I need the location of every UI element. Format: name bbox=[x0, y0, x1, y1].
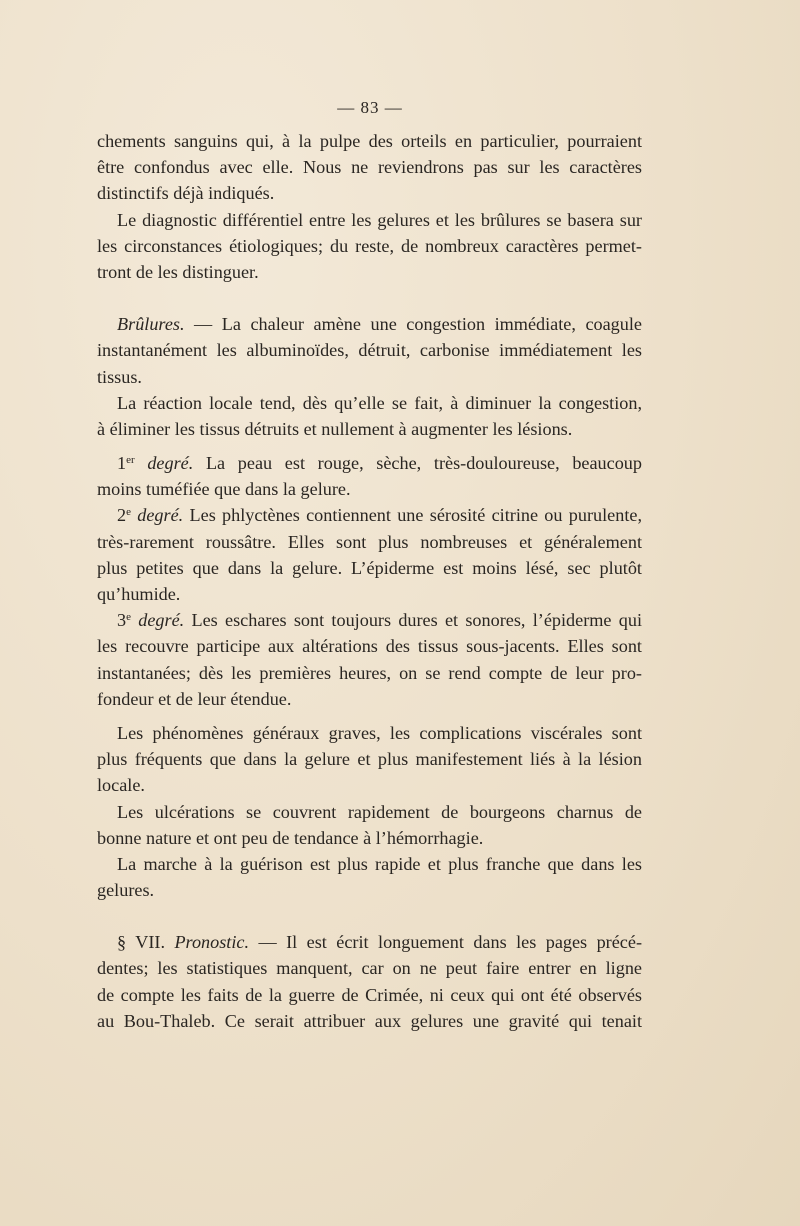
text-line: gelures. bbox=[97, 880, 155, 901]
text-line: tront de les distinguer. bbox=[97, 261, 259, 282]
text-line: les recouvre participe aux altérations des tissus sous-jacents. Elles sont bbox=[97, 636, 642, 657]
degree-line-1 bbox=[97, 450, 642, 476]
text-line: plus fréquents que dans la gelure et plus manifestement liés à la lésion bbox=[97, 749, 642, 770]
paragraph-gap bbox=[97, 442, 642, 450]
text-line: La réaction locale tend, dès qu’elle se fait, à diminuer la congestion, bbox=[117, 392, 642, 413]
text-line: chements sanguins qui, à la pulpe des orteils en particulier, pourraient bbox=[97, 131, 642, 151]
paragraph-gap bbox=[97, 285, 642, 311]
text-line: très-rarement roussâtre. Elles sont plus nombreuses et généralement bbox=[97, 531, 642, 552]
text-line: à éliminer les tissus détruits et nullement à augmenter les lésions. bbox=[97, 418, 573, 439]
text-line: instantanément les albuminoïdes, détruit, carbonise immédiatement les bbox=[97, 340, 642, 361]
degree-line-3 bbox=[97, 607, 642, 633]
text-line: instantanées; dès les premières heures, on se rend compte de leur pro- bbox=[97, 662, 642, 683]
text-line: fondeur et de leur étendue. bbox=[97, 688, 292, 709]
run-in-heading-degre: degré. bbox=[137, 505, 184, 526]
paragraph-gap bbox=[97, 712, 642, 720]
text-run: La peau est rouge, sèche, très-douloureuse, beaucoup bbox=[193, 453, 642, 474]
page-number: — 83 — bbox=[337, 98, 403, 117]
text-run: Les phlyctènes contiennent une sérosité citrine ou purulente, bbox=[183, 505, 642, 526]
text-line: Les ulcérations se couvrent rapidement de bourgeons charnus de bbox=[117, 801, 642, 822]
text-line: de compte les faits de la guerre de Crimée, ni ceux qui ont été observés bbox=[97, 984, 642, 1005]
run-in-heading-degre: degré. bbox=[147, 453, 194, 474]
text-run: Les eschares sont toujours dures et sonores, l’épiderme qui bbox=[184, 610, 643, 631]
body-text bbox=[97, 128, 642, 1034]
paragraph-gap bbox=[97, 903, 642, 929]
text-line: bonne nature et ont peu de tendance à l’hémorrhagie. bbox=[97, 827, 484, 848]
run-in-heading-pronostic: Pronostic. bbox=[174, 932, 250, 953]
text-run: — Il est écrit longuement dans les pages précé- bbox=[249, 932, 642, 953]
degree-number: 2 bbox=[117, 505, 127, 526]
text-line: moins tuméfiée que dans la gelure. bbox=[97, 479, 351, 500]
degree-superscript: e bbox=[126, 611, 131, 624]
text-line: les circonstances étiologiques; du reste, de nombreux caractères permet- bbox=[97, 235, 642, 256]
text-line: qu’humide. bbox=[97, 584, 181, 604]
degree-superscript: er bbox=[126, 454, 135, 467]
text-line: Le diagnostic différentiel entre les gelures et les brûlures se basera sur bbox=[117, 209, 642, 230]
text-line: tissus. bbox=[97, 366, 142, 387]
text-line: distinctifs déjà indiqués. bbox=[97, 183, 275, 204]
text-line: La marche à la guérison est plus rapide et plus franche que dans les bbox=[117, 853, 642, 874]
section-heading-line bbox=[97, 311, 642, 337]
text-line: plus petites que dans la gelure. L’épiderme est moins lésé, sec plutôt bbox=[97, 557, 642, 578]
text-run: — La chaleur amène une congestion immédiate, coagule bbox=[184, 314, 642, 335]
text-line: Les phénomènes généraux graves, les complications viscérales sont bbox=[117, 722, 642, 743]
degree-superscript: e bbox=[126, 506, 131, 519]
section-mark: § VII. bbox=[117, 932, 175, 953]
text-line: locale. bbox=[97, 775, 145, 796]
degree-number: 3 bbox=[117, 610, 127, 631]
run-in-heading-degre: degré. bbox=[138, 610, 185, 631]
text-line: dentes; les statistiques manquent, car on ne peut faire entrer en ligne bbox=[97, 958, 642, 979]
text-line: au Bou-Thaleb. Ce serait attribuer aux gelures une gravité qui tenait bbox=[97, 1010, 642, 1031]
degree-number: 1 bbox=[117, 453, 127, 474]
section-heading-line bbox=[97, 929, 642, 955]
text-line: être confondus avec elle. Nous ne reviendrons pas sur les caractères bbox=[97, 157, 642, 178]
run-in-heading-brulures: Brûlures. bbox=[117, 314, 185, 335]
degree-line-2 bbox=[97, 502, 642, 528]
